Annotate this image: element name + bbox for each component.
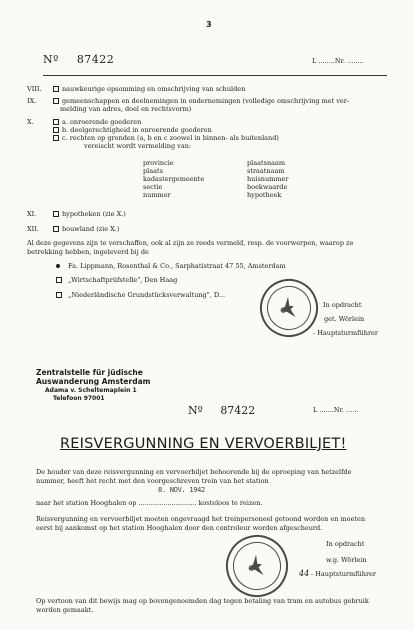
ticket-signature-rank: - Hauptsturmführer bbox=[311, 570, 377, 578]
checkbox bbox=[53, 98, 59, 104]
bullet-icon bbox=[56, 264, 60, 268]
footer-line-2: worden gemaakt. bbox=[36, 606, 94, 614]
required-field: straatnaam bbox=[247, 167, 285, 175]
ticket-paragraph-1: De houder van deze reisvergunning en vervoerbiljet behoorende bij de oproeping van hetzelfde bbox=[36, 468, 352, 476]
item-ix-line2: melding van adres, doel en rechtsvorm) bbox=[60, 105, 192, 113]
item-text: nauwkeurige opsomming en omschrijving van schulden bbox=[62, 85, 246, 93]
signature-name: get. Wörlein bbox=[324, 315, 365, 323]
official-stamp bbox=[217, 526, 296, 605]
office-name-2: Auswanderung Amsterdam bbox=[36, 377, 151, 386]
ticket-signature-name: w.g. Wörlein bbox=[326, 556, 367, 564]
ticket-l-number-field: L .......Nr. ...... bbox=[313, 406, 359, 414]
ticket-paragraph-2: nummer, heeft het recht met den voorgeschreven trein van het station bbox=[36, 477, 269, 485]
institution-2 bbox=[56, 276, 177, 284]
l-number-field: L ........Nr. ........ bbox=[312, 57, 364, 65]
ss-mark: 44 bbox=[299, 569, 310, 578]
signature-in-opdracht: In opdracht bbox=[323, 301, 362, 309]
number-label: Nº bbox=[188, 404, 203, 417]
item-x-c-line2: vereischt wordt vermelding van: bbox=[84, 142, 192, 150]
notice-line-1: Al deze gegevens zijn te verschaffen, ook al zijn ze reeds vermeld, resp. de voorwerpen, waarop ze bbox=[27, 239, 354, 247]
required-field: kadastergemeente bbox=[143, 175, 205, 183]
number-value: 87422 bbox=[220, 404, 256, 417]
checkbox bbox=[53, 211, 59, 217]
signature-rank: - Hauptsturmführer bbox=[313, 329, 379, 337]
checkbox bbox=[53, 127, 59, 133]
required-field: sectie bbox=[143, 183, 163, 191]
item-text: bouwland (zie X.) bbox=[62, 225, 120, 233]
checkbox bbox=[53, 135, 59, 141]
page-number: 3 bbox=[206, 20, 212, 29]
institution-name: „Wirtschaftprüfstelle", Den Haag bbox=[68, 276, 178, 284]
item-x bbox=[27, 118, 141, 126]
ticket-title: REISVERGUNNING EN VERVOERBILJET! bbox=[60, 436, 347, 452]
required-field: provincie bbox=[143, 159, 174, 167]
item-number: XI. bbox=[27, 210, 37, 218]
checkbox bbox=[53, 119, 59, 125]
office-phone: Telefoon 97001 bbox=[53, 395, 105, 402]
required-field: plaatsnaam bbox=[247, 159, 286, 167]
notice-line-2: betrekking hebben, ingeleverd bij de bbox=[27, 248, 149, 256]
checkbox bbox=[53, 226, 59, 232]
ticket-number bbox=[188, 404, 255, 417]
ticket-paragraph-4: Reisvergunning en vervoerbiljet moeten ongevraagd het treinpersoneel getoond worden en moeten bbox=[36, 515, 366, 523]
item-xii bbox=[27, 225, 119, 233]
ticket-paragraph-3: naar het station Hooghalen op ............................ kosteloos te reizen. bbox=[36, 499, 263, 507]
required-field: nummer bbox=[143, 191, 171, 199]
checkbox bbox=[53, 86, 59, 92]
institution-name: Fa. Lippmann, Rosenthal & Co., Sarphatistraat 47 55, Amsterdam bbox=[68, 262, 286, 270]
required-field: hypotheek bbox=[247, 191, 282, 199]
institution-name: „Niederländische Grundstücksverwaltung", D... bbox=[68, 291, 226, 299]
footer-line-1: Op vertoon van dit bewijs mag op bovengenoemden dag tegen betaling van tram en autobus gebruik bbox=[36, 597, 369, 605]
office-name-1: Zentralstelle für jüdische bbox=[36, 368, 143, 377]
required-field: huisnummer bbox=[247, 175, 289, 183]
required-fields-list bbox=[143, 159, 337, 199]
item-number: VIII. bbox=[27, 85, 42, 93]
item-text-a: a. onroerende goederen bbox=[62, 118, 142, 126]
item-number: X. bbox=[27, 118, 34, 126]
ticket-paragraph-5: eerst bij aankomst op het station Hooghalen door den controleur worden afgescheurd. bbox=[36, 524, 323, 532]
item-ix bbox=[27, 97, 349, 105]
number-value: 87422 bbox=[76, 53, 115, 66]
item-x-b bbox=[53, 126, 212, 134]
item-text: hypotheken (zie X.) bbox=[62, 210, 126, 218]
item-number: XII. bbox=[27, 225, 39, 233]
checkbox bbox=[56, 277, 62, 283]
office-address: Adama v. Scheltemaplein 1 bbox=[45, 387, 137, 394]
number-label: Nº bbox=[43, 53, 59, 66]
item-text-b: b. deelgerechtigheid in onroerende goederen bbox=[62, 126, 212, 134]
ticket-signature-in-opdracht: In opdracht bbox=[326, 540, 365, 548]
top-rule bbox=[43, 75, 387, 76]
document-number bbox=[43, 53, 114, 66]
checkbox bbox=[56, 292, 62, 298]
item-number: IX. bbox=[27, 97, 37, 105]
item-text: gemeenschappen en deelnemingen in ondernemingen (volledige omschrijving met ver- bbox=[62, 97, 350, 105]
required-field: boekwaarde bbox=[247, 183, 288, 191]
institution-1 bbox=[56, 262, 286, 270]
required-field: plaats bbox=[143, 167, 163, 175]
item-text-c: c. rechten op gronden (a, b en c zoowel in binnen- als buitenland) bbox=[62, 134, 279, 142]
item-viii bbox=[27, 85, 245, 93]
item-x-c bbox=[53, 134, 279, 142]
item-xi bbox=[27, 210, 126, 218]
date-stamp: 8. NOV. 1942 bbox=[158, 486, 205, 494]
institution-3 bbox=[56, 291, 225, 299]
